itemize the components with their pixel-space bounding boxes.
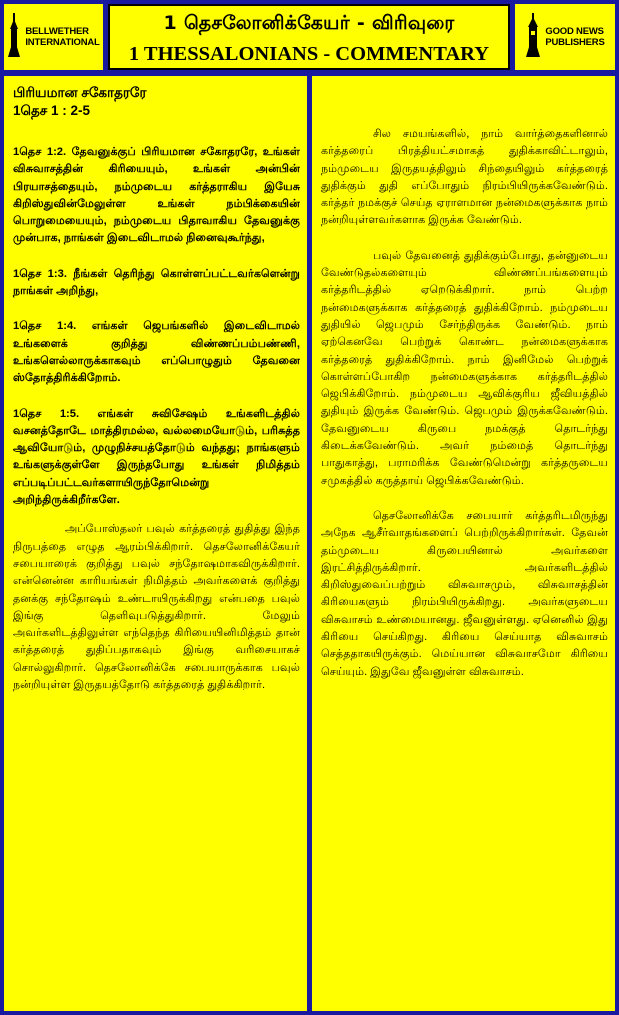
- good-news-logo: [515, 4, 615, 70]
- commentary-paragraph-1: சில சமயங்களில், நாம் வார்த்தைகளினால் கர்த்தரைப் பிரத்தியட்சமாகத் துதிக்காவிட்டாலும், நம்முடைய இருதயத்திலும் சிந்தையிலும் கர்த்தரைத் துதிக்கும் துதி எப்போதும் நிரம்பியிருக்கவேண்டும். கர்த்தர் நமக்குச் செய்த ஏராளமான நன்மைகளுக்காக நாம் நன்றியுள்ளவர்களாக இருக்க வேண்டும்.: [321, 128, 608, 227]
- left-column: [4, 76, 307, 1011]
- commentary-paragraph: அப்போஸ்தலர் பவுல் கர்த்தரைத் துதித்து இந்த நிருபத்தை எழுத ஆரம்பிக்கிறார். தெசலோனிக்கேயர் சபையாரைக் குறித்து பவுல் சந்தோஷமாகவிருக்கிறார். என்னென்ன காரியங்கள் நிமித்தம் அவர்களைக் குறித்து தனக்கு சந்தோஷம் உண்டாயிருக்கிறது என்பதை பவுல் இங்கு தெளிவுபடுத்துகிறார். மேலும் அவர்களிடத்திலுள்ள எந்தெந்த கிரியையினிமித்தம் தான் கர்த்தரைத் துதிப்பதாகவும் இங்கு வரிசையாகச் சொல்லுகிறார். தெசலோனிக்கே சபையாருக்காக பவுல் நன்றியுள்ள இருதயத்தோடு கர்த்தரைத் துதிக்கிறார்.: [13, 523, 300, 692]
- title-english: 1 THESSALONIANS - COMMENTARY: [128, 43, 490, 65]
- verse-1-3: 1தெச 1:3. நீங்கள் தெரிந்து கொள்ளப்பட்டவர்களென்று நாங்கள் அறிந்து,: [13, 267, 300, 298]
- title-tamil: 1 தெசலோனிக்கேயர் - விரிவுரை: [163, 12, 455, 34]
- verse-1-5: 1தெச 1:5. எங்கள் சுவிசேஷம் உங்களிடத்தில் வசனத்தோடே மாத்திரமல்ல, வல்லமையோடும், பரிசுத்த ஆவியோடும், முழுநிச்சயத்தோடும் வந்தது; நாங்களும் உங்களுக்குள்ளே இருந்தபோது உங்கள் நிமித்தம் எப்படிப்பட்டவர்களாயிருந்தோமென்று அறிந்திருக்கிறீர்களே.: [13, 407, 300, 507]
- verse-1-2: 1தெச 1:2. தேவனுக்குப் பிரியமான சகோதரரே, உங்கள் விசுவாசத்தின் கிரியையும், உங்கள் அன்பின் பிரயாசத்தையும், நம்முடைய கர்த்தராகிய இயேசு கிறிஸ்துவின்மேலுள்ள உங்கள் நம்பிக்கையின் பொறுமையையும், நம்முடைய பிதாவாகிய தேவனுக்கு முன்பாக, நாங்கள் இடைவிடாமல் நினைவுகூர்ந்து,: [13, 146, 300, 245]
- bellwether-logo-text: BELLWETHER INTERNATIONAL: [25, 26, 100, 48]
- commentary-paragraph-2: பவுல் தேவனைத் துதிக்கும்போது, தன்னுடைய வேண்டுதல்களையும் விண்ணப்பங்களையும் கர்த்தரிடத்தில் ஏறெடுக்கிறார். நாம் பெற்ற நன்மைகளுக்காக கர்த்தரைத் துதிக்கிறோம். நம்முடைய துதியில் ஜெபமும் சேர்ந்திருக்க வேண்டும். நாம் ஏற்கெனவே பெற்றுக் கொண்ட நன்மைகளுக்காக கர்த்தரைத் துதிக்கிறோம். நாம் இனிமேல் பெற்றுக் கொள்ளப்போகிற நன்மைகளுக்காக கர்த்தரிடத்தில் ஜெபிக்கிறோம். நம்முடைய ஆவிக்குரிய ஜீவியத்தில் துதியும் இருக்க வேண்டும். ஜெபமும் இருக்கவேண்டும். தேவனுடைய கிருபை நமக்குத் தொடர்ந்து கிடைக்கவேண்டும். அவர் நம்மைத் தொடர்ந்து பாதுகாத்து, பராமரிக்க வேண்டுமென்று கர்த்தருடைய சமுகத்தில் கருத்தாய் ஜெபிக்கவேண்டும்.: [321, 249, 608, 487]
- good-news-tower-icon: [525, 13, 541, 61]
- good-news-logo-text: GOOD NEWS PUBLISHERS: [545, 26, 605, 48]
- greeting-heading: பிரியமான சகோதரரே: [13, 85, 147, 100]
- verse-1-4: 1தெச 1:4. எங்கள் ஜெபங்களில் இடைவிடாமல் உங்களைக் குறித்து விண்ணப்பம்பண்ணி, உங்களெல்லாருக்காகவும் எப்பொழுதும் தேவனை ஸ்தோத்திரிக்கிறோம்.: [13, 320, 300, 385]
- scripture-reference: 1தெச 1 : 2-5: [13, 103, 91, 118]
- right-column: [312, 76, 615, 1011]
- page-title-box: [108, 4, 510, 70]
- commentary-paragraph-3: தெசலோனிக்கே சபையார் கர்த்தரிடமிருந்து அநேக ஆசீர்வாதங்களைப் பெற்றிருக்கிறார்கள். தேவன் தம்முடைய கிருபையினால் அவர்களை இரட்சித்திருக்கிறார். அவர்களிடத்தில் கிறிஸ்துவைப்பற்றும் விசுவாசமும், விசுவாசத்தின் கிரியைகளும் நிரம்பியிருக்கிறது. அவர்களுடைய விசுவாசம் உண்மையானது. ஜீவனுள்ளது. ஏனெனில் இது கிரியை செய்கிறது. கிரியை செய்யாத விசுவாசம் செத்ததாகயிருக்கும். மெய்யான விசுவாசமோ கிரியை செய்யும். இதுவே ஜீவனுள்ள விசுவாசம்.: [321, 509, 608, 678]
- bellwether-logo: [4, 4, 103, 70]
- bellwether-tower-icon: [7, 13, 21, 61]
